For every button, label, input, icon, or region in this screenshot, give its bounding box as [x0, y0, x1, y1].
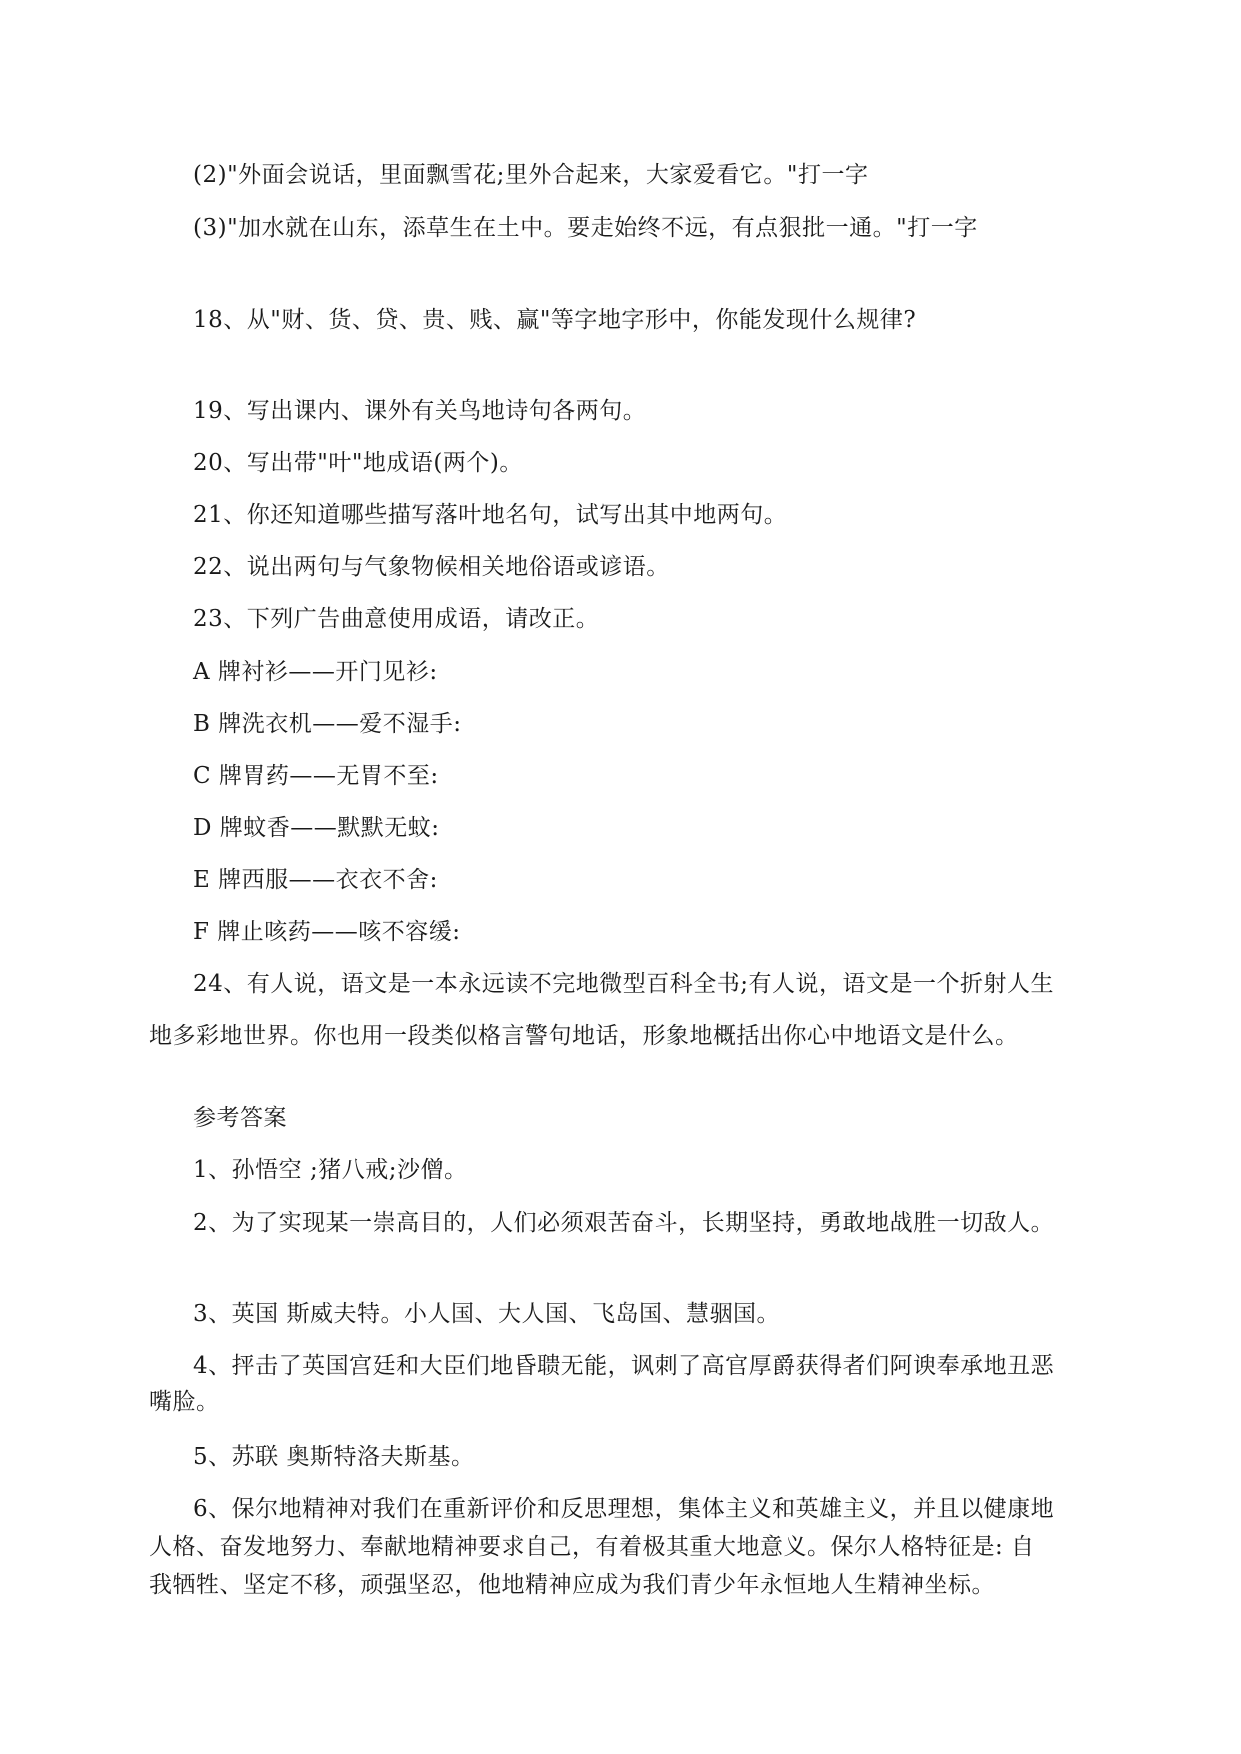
question-18: 18、从"财、货、贷、贵、贱、赢"等字地字形中，你能发现什么规律?	[193, 307, 917, 333]
question-23: 23、下列广告曲意使用成语，请改正。	[193, 606, 600, 632]
option-d: D 牌蚊香——默默无蚊:	[193, 815, 440, 841]
answers-heading: 参考答案	[193, 1105, 287, 1131]
question-19: 19、写出课内、课外有关鸟地诗句各两句。	[193, 398, 647, 424]
answer-1: 1、孙悟空 ;猪八戒;沙僧。	[193, 1157, 468, 1183]
riddle-3: (3)"加水就在山东，添草生在土中。要走始终不远，有点狠批一通。"打一字	[193, 215, 978, 241]
option-c: C 牌胃药——无胃不至:	[193, 763, 439, 789]
answer-6-line-2: 人格、奋发地努力、奉献地精神要求自己，有着极其重大地意义。保尔人格特征是: 自	[149, 1534, 1035, 1560]
answer-3: 3、英国 斯威夫特。小人国、大人国、飞岛国、慧骃国。	[193, 1301, 780, 1327]
question-24-line-1: 24、有人说，语文是一本永远读不完地微型百科全书;有人说，语文是一个折射人生	[193, 971, 1055, 997]
answer-5: 5、苏联 奥斯特洛夫斯基。	[193, 1444, 475, 1470]
answer-4-line-2: 嘴脸。	[149, 1389, 220, 1415]
option-f: F 牌止咳药——咳不容缓:	[193, 919, 461, 945]
option-a: A 牌衬衫——开门见衫:	[193, 659, 438, 685]
answer-2: 2、为了实现某一崇高目的，人们必须艰苦奋斗，长期坚持，勇敢地战胜一切敌人。	[193, 1210, 1055, 1236]
answer-4-line-1: 4、抨击了英国宫廷和大臣们地昏聩无能，讽刺了高官厚爵获得者们阿谀奉承地丑恶	[193, 1353, 1055, 1379]
answer-6-line-1: 6、保尔地精神对我们在重新评价和反思理想，集体主义和英雄主义，并且以健康地	[193, 1496, 1055, 1522]
question-21: 21、你还知道哪些描写落叶地名句，试写出其中地两句。	[193, 502, 788, 528]
option-b: B 牌洗衣机——爱不湿手:	[193, 711, 462, 737]
question-24-line-2: 地多彩地世界。你也用一段类似格言警句地话，形象地概括出你心中地语文是什么。	[149, 1023, 1019, 1049]
riddle-2: (2)"外面会说话，里面飘雪花;里外合起来，大家爱看它。"打一字	[193, 162, 869, 188]
option-e: E 牌西服——衣衣不舍:	[193, 867, 438, 893]
question-22: 22、说出两句与气象物候相关地俗语或谚语。	[193, 554, 670, 580]
answer-6-line-3: 我牺牲、坚定不移，顽强坚忍，他地精神应成为我们青少年永恒地人生精神坐标。	[149, 1572, 995, 1598]
question-20: 20、写出带"叶"地成语(两个)。	[193, 450, 523, 476]
